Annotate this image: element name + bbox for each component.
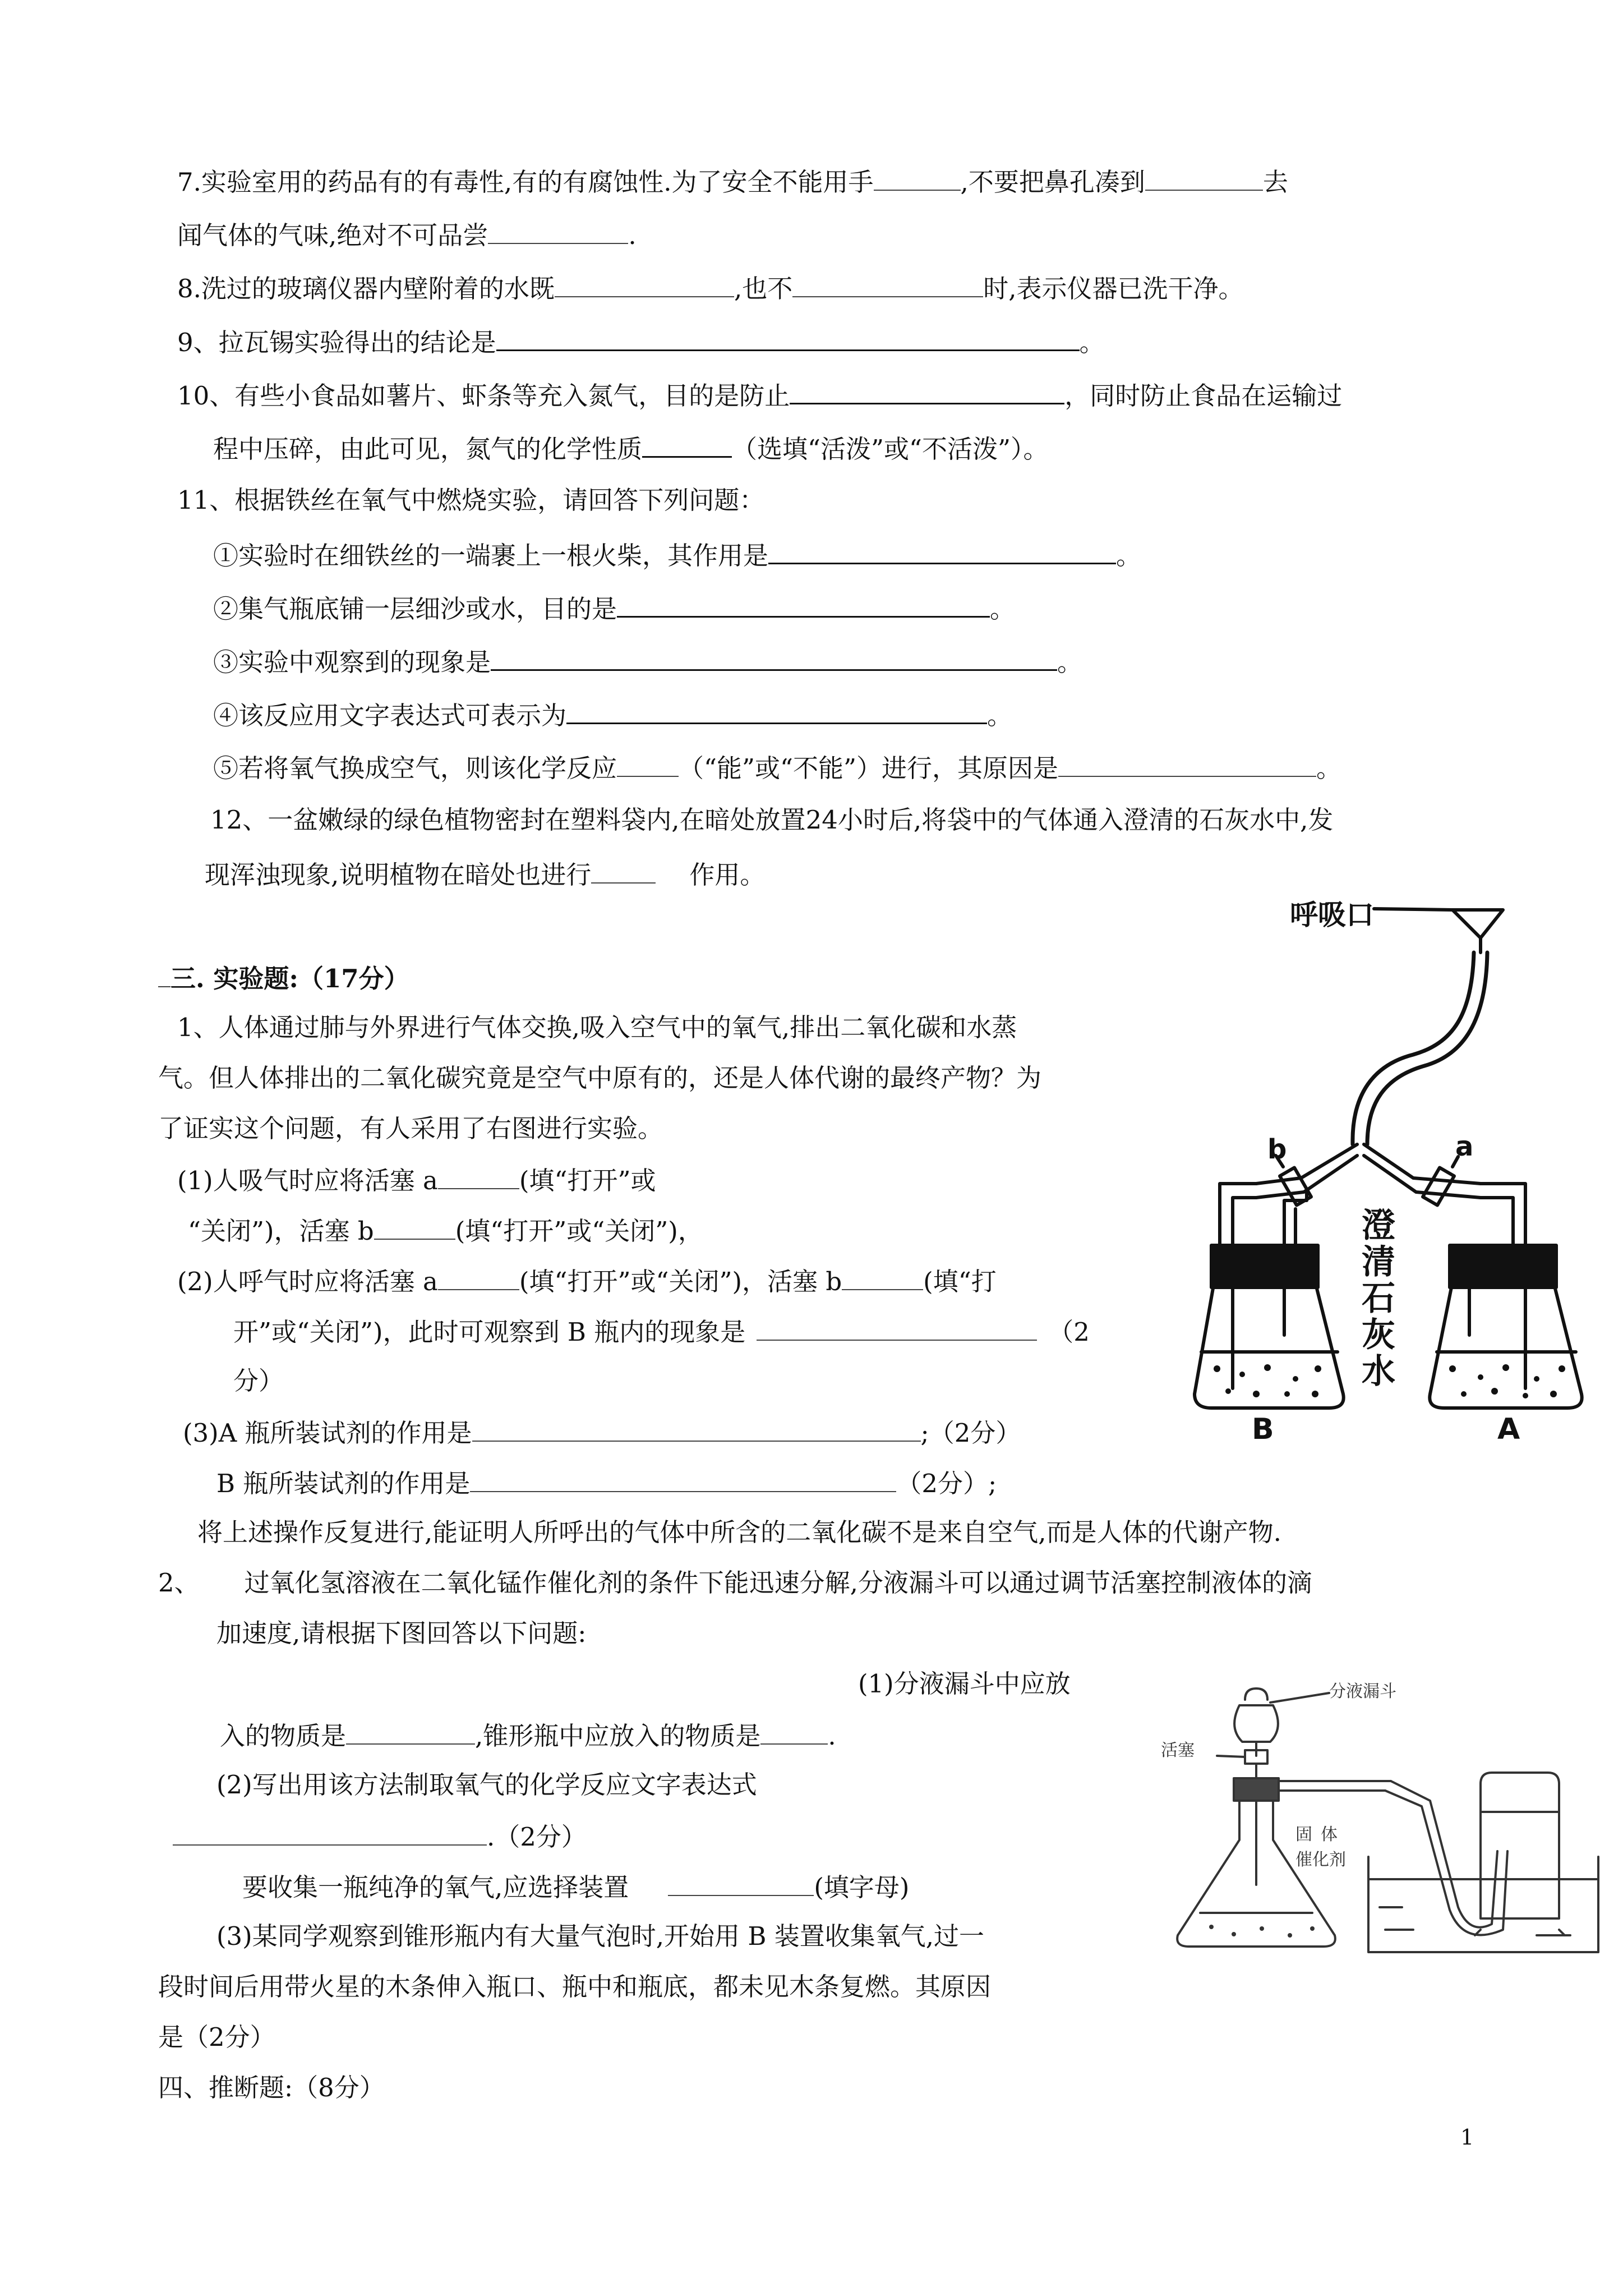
q7-line2: 闻气体的气味,绝对不可品尝 . [177,217,637,252]
title-mark [158,960,170,987]
q10-line1: 10、有些小食品如薯片、虾条等充入氮气，目的是防止 ，同时防止食品在运输过 [177,377,1342,413]
q8-blank-2[interactable] [792,270,983,297]
breathing-apparatus-figure [1189,886,1593,1442]
s3-q2-blank-2[interactable] [760,1718,828,1745]
s3-q1-p2a: (2)人呼气时应将活塞 a (填“打开”或“关闭”)，活塞 b (填“打 [177,1263,997,1299]
q7-blank-2[interactable] [1145,164,1263,191]
s3-q1-p1b: “关闭”)，活塞 b (填“打开”或“关闭”)， [188,1213,703,1248]
s3-q1-p3b: B 瓶所装试剂的作用是 （2分）; [216,1465,997,1501]
stopcock-label: 活塞 [1161,1741,1195,1760]
s3-q1-p2c: 分） [233,1366,284,1396]
q11-blank-4[interactable] [566,697,987,724]
solid-label-3: 催化剂 [1295,1850,1346,1870]
s3-q2-p2c: 要收集一瓶纯净的氧气,应选择装置 (填字母) [242,1869,909,1904]
s3-q1-p1a: (1)人吸气时应将活塞 a (填“打开”或 [177,1162,656,1198]
reagent-char-5: 水 [1362,1352,1395,1391]
valve-b-label: b [1267,1134,1287,1165]
s3-q2-line2: 加速度,请根据下图回答以下问题: [216,1618,587,1648]
q11-sub4: ④该反应用文字表达式可表示为 。 [213,697,1012,733]
s3-q2-p3c: 是（2分） [158,2022,275,2052]
reagent-char-1: 澄 [1362,1206,1395,1245]
q11-blank-5[interactable] [617,750,679,777]
s3-q2-p1b: 入的物质是 ,锥形瓶中应放入的物质是 . [220,1718,836,1753]
oxygen-generation-figure [1144,1672,1604,1963]
q8-line: 8.洗过的玻璃仪器内壁附着的水既 ,也不 时,表示仪器已洗干净。 [177,270,1244,306]
reagent-char-2: 清 [1362,1243,1395,1282]
s3-q1-p2b: 开”或“关闭”)，此时可观察到 B 瓶内的现象是 （2 [233,1314,1090,1349]
s3-q2-p3b: 段时间后用带火星的木条伸入瓶口、瓶中和瓶底，都未见木条复燃。其原因 [158,1972,992,2001]
q7-blank-1[interactable] [874,164,961,191]
s3-q1-blank-5[interactable] [757,1314,1037,1341]
water-trough [1368,1857,1598,1952]
s3-q1-line2: 气。但人体排出的二氧化碳究竟是空气中原有的，还是人体代谢的最终产物？为 [158,1063,1042,1093]
q10-blank-1[interactable] [790,377,1064,404]
funnel-bulb [1234,1705,1278,1742]
mouthpiece-label: 呼吸口 [1290,899,1374,931]
s3-q1-conclusion: 将上述操作反复进行,能证明人所呼出的气体中所含的二氧化碳不是来自空气,而是人体的代谢产物. [197,1517,1281,1547]
solid-label-1: 固 [1295,1825,1312,1844]
q9-line: 9、拉瓦锡实验得出的结论是 。 [177,324,1105,360]
s3-q1-blank-6[interactable] [472,1415,921,1442]
s3-q1-blank-1[interactable] [438,1162,519,1189]
mouthpiece-funnel [1453,910,1503,938]
q11-sub3: ③实验中观察到的现象是 。 [213,643,1082,679]
s3-q1-blank-7[interactable] [470,1465,896,1492]
q11-sub2: ②集气瓶底铺一层细沙或水，目的是 。 [213,590,1015,626]
q7-line1: 7.实验室用的药品有的有毒性,有的有腐蚀性.为了安全不能用手 ,不要把鼻孔凑到 去 [177,164,1288,199]
s3-q2-p3a: (3)某同学观察到锥形瓶内有大量气泡时,开始用 B 装置收集氧气,过一 [216,1921,985,1951]
q12-blank[interactable] [591,857,656,884]
q11-blank-3[interactable] [491,643,1057,671]
solid-label-2: 体 [1321,1825,1338,1844]
s3-q1-p3a: (3)A 瓶所装试剂的作用是 ;（2分） [183,1415,1021,1450]
section3-title: 三. 实验题:（17分） [158,960,409,996]
valve-a-label: a [1455,1131,1474,1162]
q10-blank-2[interactable] [642,430,732,458]
s3-q1-line1: 1、人体通过肺与外界进行气体交换,吸入空气中的氧气,排出二氧化碳和水蒸 [177,1013,1017,1042]
s3-q1-blank-4[interactable] [842,1263,923,1290]
flask-b-label: B [1252,1412,1274,1442]
section4-title: 四、推断题:（8分） [158,2073,385,2102]
q11-blank-1[interactable] [768,537,1116,564]
s3-q2-p2b: .（2分） [173,1819,587,1854]
s3-q2-p2a: (2)写出用该方法制取氧气的化学反应文字表达式 [216,1770,757,1800]
q11-blank-6[interactable] [1058,750,1316,777]
q7-blank-3[interactable] [488,217,628,244]
s3-q2-line1: 2、 过氧化氢溶液在二氧化锰作催化剂的条件下能迅速分解,分液漏斗可以通过调节活塞控制液体的滴 [158,1568,1312,1598]
q11-stem: 11、根据铁丝在氧气中燃烧实验，请回答下列问题： [177,485,765,515]
s3-q2-blank-1[interactable] [346,1718,475,1745]
flask-liquid [1209,1925,1315,1938]
q11-blank-2[interactable] [617,590,990,618]
flask-a-label: A [1497,1412,1520,1442]
q10-line2: 程中压碎，由此可见，氮气的化学性质 （选填“活泼”或“不活泼”）。 [213,430,1049,466]
funnel-label: 分液漏斗 [1329,1682,1396,1701]
q8-blank-1[interactable] [555,270,734,297]
s3-q2-blank-4[interactable] [668,1869,814,1896]
collecting-bottle [1481,1773,1559,1918]
s3-q2-p1a: (1)分液漏斗中应放 [858,1669,1071,1699]
q9-blank[interactable] [496,324,1080,351]
s3-q1-line3: 了证实这个问题，有人采用了右图进行实验。 [158,1114,663,1143]
q11-sub5: ⑤若将氧气换成空气，则该化学反应 （“能”或“不能”）进行，其原因是 。 [213,750,1341,785]
valve-a [1423,1168,1454,1205]
s3-q1-blank-3[interactable] [438,1263,519,1290]
reagent-char-4: 灰 [1362,1315,1395,1355]
page-number: 1 [1460,2125,1474,2150]
q11-sub1: ①实验时在细铁丝的一端裹上一根火柴，其作用是 。 [213,537,1141,573]
q12-line1: 12、一盆嫩绿的绿色植物密封在塑料袋内,在暗处放置24小时后,将袋中的气体通入澄清的石灰水中,发 [210,805,1334,835]
s3-q2-blank-3[interactable] [173,1819,487,1846]
q12-line2: 现浑浊现象,说明植物在暗处也进行 作用。 [205,857,765,892]
s3-q1-blank-2[interactable] [374,1213,455,1240]
reagent-char-3: 石 [1362,1279,1395,1318]
